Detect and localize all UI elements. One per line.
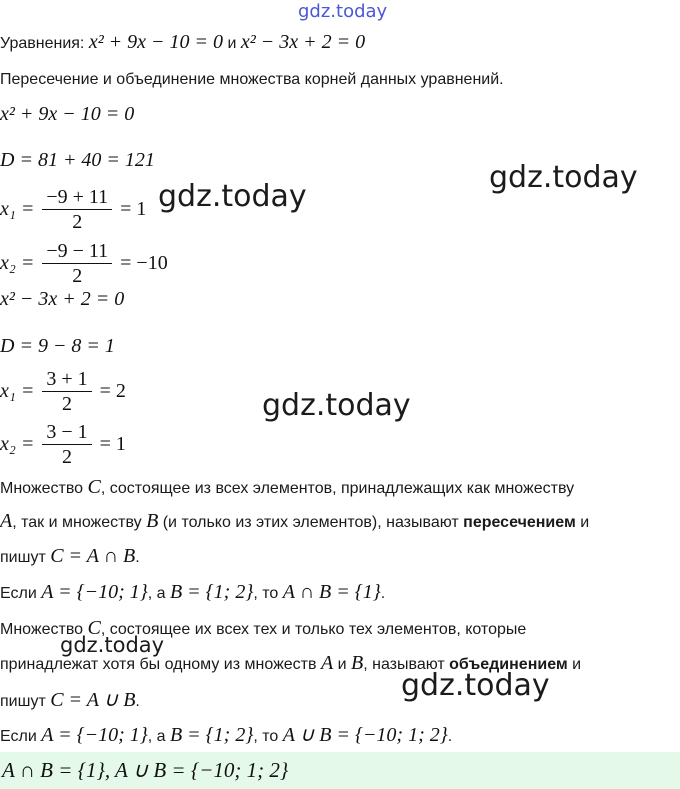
formula: A = {−10; 1} bbox=[41, 581, 148, 603]
formula: A = {−10; 1} bbox=[41, 724, 148, 746]
header-conjunction: и bbox=[223, 35, 241, 52]
fraction-denominator: 2 bbox=[72, 265, 83, 287]
set-symbol: B bbox=[351, 652, 364, 674]
text: принадлежат хотя бы одному из множеств bbox=[0, 656, 321, 673]
header-prefix: Уравнения: bbox=[0, 35, 89, 52]
fraction-numerator: 3 + 1 bbox=[42, 367, 91, 392]
root-label: x₁ = bbox=[0, 380, 35, 402]
watermark-right-upper: gdz.today bbox=[489, 160, 638, 195]
formula: A ∩ B = {1} bbox=[282, 581, 381, 603]
fraction bbox=[42, 420, 91, 469]
formula: C = A ∩ B bbox=[50, 545, 136, 567]
text: пишут bbox=[0, 693, 51, 710]
text: Если bbox=[0, 728, 42, 745]
intersection-definition-line1 bbox=[0, 476, 574, 499]
solution1-equation: x² + 9x − 10 = 0 bbox=[0, 103, 135, 125]
equation-1: x² + 9x − 10 = 0 bbox=[88, 31, 224, 53]
text: , так и множеству bbox=[12, 514, 147, 531]
formula: B = {1; 2} bbox=[169, 724, 254, 746]
root-value: = 1 bbox=[99, 433, 126, 455]
fraction-denominator: 2 bbox=[61, 393, 72, 415]
term-bold: объединением bbox=[449, 656, 568, 673]
text: пишут bbox=[0, 549, 51, 566]
root-label: x₂ = bbox=[0, 252, 35, 274]
root-label: x₂ = bbox=[0, 433, 35, 455]
root-value: = 2 bbox=[99, 380, 126, 402]
set-symbol: A bbox=[320, 652, 334, 674]
watermark-center: gdz.today bbox=[262, 388, 411, 423]
solution2-discriminant: D = 9 − 8 = 1 bbox=[0, 335, 115, 357]
solution1-discriminant: D = 81 + 40 = 121 bbox=[0, 149, 155, 171]
solution2-equation: x² − 3x + 2 = 0 bbox=[0, 288, 125, 310]
fraction-numerator: −9 + 11 bbox=[42, 185, 112, 210]
text: , состоящее из всех элементов, принадлежащих как множеству bbox=[100, 480, 575, 497]
fraction-numerator: −9 − 11 bbox=[42, 239, 112, 264]
text: . bbox=[380, 585, 386, 602]
root-value: = −10 bbox=[120, 252, 168, 274]
text: , называют bbox=[363, 656, 450, 673]
fraction bbox=[42, 239, 112, 288]
text: . bbox=[135, 693, 140, 710]
term-bold: пересечением bbox=[463, 514, 576, 531]
formula: C = A ∪ B bbox=[50, 689, 136, 711]
text: и bbox=[567, 656, 582, 673]
problem-header bbox=[0, 31, 365, 54]
watermark-top: gdz.today bbox=[298, 1, 388, 22]
intersection-example bbox=[0, 581, 385, 604]
formula: B = {1; 2} bbox=[169, 581, 254, 603]
root-value: = 1 bbox=[120, 198, 147, 220]
intersection-definition-line3 bbox=[0, 545, 140, 568]
formula: A ∪ B = {−10; 1; 2} bbox=[282, 724, 448, 746]
set-symbol: A bbox=[0, 510, 13, 532]
equation-2: x² − 3x + 2 = 0 bbox=[240, 31, 366, 53]
union-example bbox=[0, 722, 452, 747]
fraction-denominator: 2 bbox=[61, 446, 72, 468]
text: (и только из этих элементов), называют bbox=[158, 514, 464, 531]
solution1-root1 bbox=[0, 185, 146, 234]
set-symbol: C bbox=[87, 476, 101, 498]
text: , состоящее их всех тех и только тех элементов, которые bbox=[100, 621, 527, 638]
text: и bbox=[333, 656, 351, 673]
solution1-root2 bbox=[0, 239, 168, 288]
set-symbol: B bbox=[146, 510, 159, 532]
text: . bbox=[447, 728, 453, 745]
text: и bbox=[575, 514, 590, 531]
answer-box bbox=[0, 752, 680, 789]
text: , а bbox=[147, 728, 170, 745]
text: Множество bbox=[0, 621, 88, 638]
text: , а bbox=[147, 585, 170, 602]
solution2-root1 bbox=[0, 367, 126, 416]
text: , то bbox=[253, 585, 283, 602]
fraction-numerator: 3 − 1 bbox=[42, 420, 91, 445]
task-text: Пересечение и объединение множества корней данных уравнений. bbox=[0, 71, 504, 88]
intersection-definition-line2 bbox=[0, 510, 589, 533]
text: Множество bbox=[0, 480, 88, 497]
watermark-left-upper: gdz.today bbox=[158, 179, 307, 214]
root-label: x₁ = bbox=[0, 198, 35, 220]
text: Если bbox=[0, 585, 42, 602]
solution2-root2 bbox=[0, 420, 126, 469]
watermark-left-lower: gdz.today bbox=[60, 633, 165, 657]
union-definition-line3 bbox=[0, 687, 140, 712]
text: . bbox=[135, 549, 140, 566]
text: , то bbox=[253, 728, 283, 745]
answer-text: A ∩ B = {1}, A ∪ B = {−10; 1; 2} bbox=[2, 758, 289, 782]
fraction bbox=[42, 185, 112, 234]
fraction-denominator: 2 bbox=[72, 211, 83, 233]
fraction bbox=[42, 367, 91, 416]
watermark-right-lower: gdz.today bbox=[401, 668, 550, 703]
set-symbol: C bbox=[87, 617, 101, 639]
